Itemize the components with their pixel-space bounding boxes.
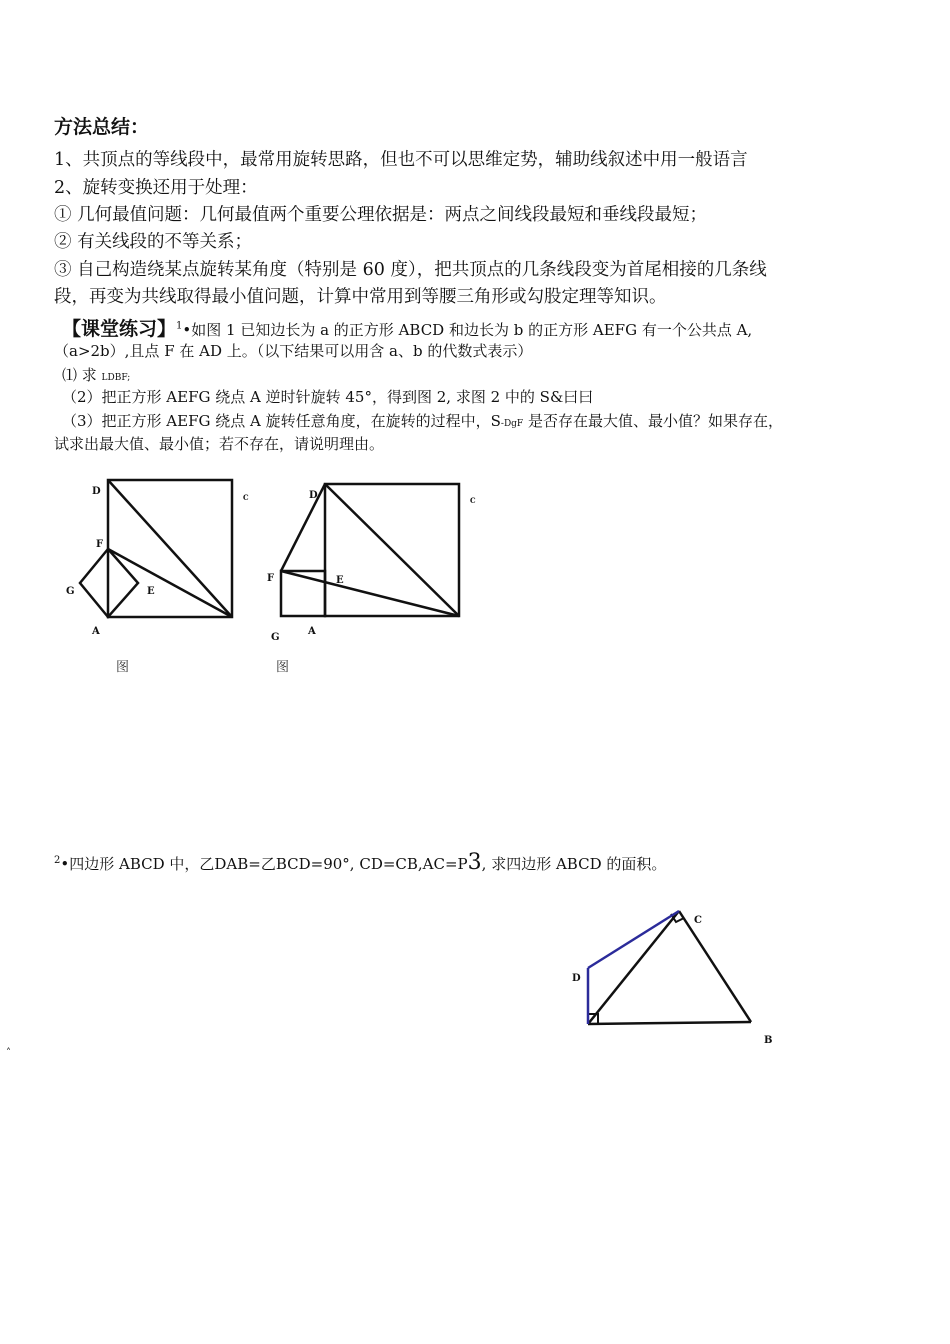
segment-ac [588, 911, 679, 1024]
fig2-label-c: C [470, 496, 476, 505]
question-1-condition: （a>2b）,且点 F 在 AD 上。（以下结果可以用含 a、b 的代数式表示） [54, 342, 533, 360]
question-2-text-a: •四边形 ABCD 中，乙DAB=乙BCD=90°, CD=CB,AC=P [60, 855, 468, 873]
practice-label: 【课堂练习】 [62, 318, 177, 340]
fig1-label-e: E [147, 586, 155, 597]
question-1-part-2: （2）把正方形 AEFG 绕点 A 逆时针旋转 45°，得到图 2, 求图 2 中的 S&曰曰 [62, 388, 594, 406]
part-1-angle: LDBF; [101, 373, 131, 383]
segment-cb [679, 911, 751, 1022]
figure-1-caption: 图 [116, 660, 130, 675]
stray-mark: ˄ [6, 1048, 11, 1059]
question-2-number: 2 [54, 855, 61, 866]
summary-line-2: 2、旋转变换还用于处理： [54, 178, 258, 198]
fig1-label-d: D [92, 486, 101, 497]
question-2-text-b: , 求四边形 ABCD 的面积。 [481, 855, 667, 873]
question-2-sqrt-3: 3 [467, 850, 482, 875]
fig2-label-e: E [336, 575, 344, 586]
fig3-label-d: D [572, 973, 581, 984]
question-1-number: 1 [176, 320, 183, 332]
summary-item-1: ① 几何最值问题：几何最值两个重要公理依据是：两点之间线段最短和垂线段最短； [54, 205, 708, 225]
fig2-label-g: G [271, 632, 280, 643]
fig3-label-b: B [764, 1035, 773, 1046]
part-3-prefix: （3）把正方形 AEFG 绕点 A 旋转任意角度，在旋转的过程中，S [62, 412, 501, 430]
question-1-part-3b: 试求出最大值、最小值；若不存在，请说明理由。 [54, 435, 385, 453]
fig1-label-a: A [92, 626, 100, 637]
fig1-label-c: C [243, 493, 249, 502]
section-heading: 方法总结： [54, 116, 150, 138]
summary-item-2: ② 有关线段的不等关系； [54, 232, 253, 252]
summary-item-3b: 段，再变为共线取得最小值问题，计算中常用到等腰三角形或勾股定理等知识。 [54, 287, 667, 307]
fig2-label-a: A [308, 626, 316, 637]
segment-ab [588, 1022, 751, 1024]
fig3-label-c: C [694, 915, 702, 926]
part-3-subscript: -DgF [500, 419, 524, 429]
summary-item-3a: ③ 自己构造绕某点旋转某角度（特别是 60 度），把共顶点的几条线段变为首尾相接的几条线 [54, 260, 767, 280]
segment-dc [588, 911, 679, 968]
fig2-label-f: F [267, 573, 275, 584]
part-3-suffix: 是否存在最大值、最小值？如果存在， [523, 412, 783, 430]
figure-2-caption: 图 [276, 660, 290, 675]
fig1-label-f: F [96, 539, 104, 550]
part-1-prefix: ⑴ 求 [62, 366, 102, 384]
fig2-label-d: D [309, 490, 318, 501]
fig1-label-g: G [66, 586, 75, 597]
summary-line-1: 1、共顶点的等线段中，最常用旋转思路，但也不可以思维定势，辅助线叙述中用一般语言 [54, 150, 748, 170]
question-1-text: •如图 1 已知边长为 a 的正方形 ABCD 和边长为 b 的正方形 AEFG 有一个公共点 A, [182, 321, 753, 339]
